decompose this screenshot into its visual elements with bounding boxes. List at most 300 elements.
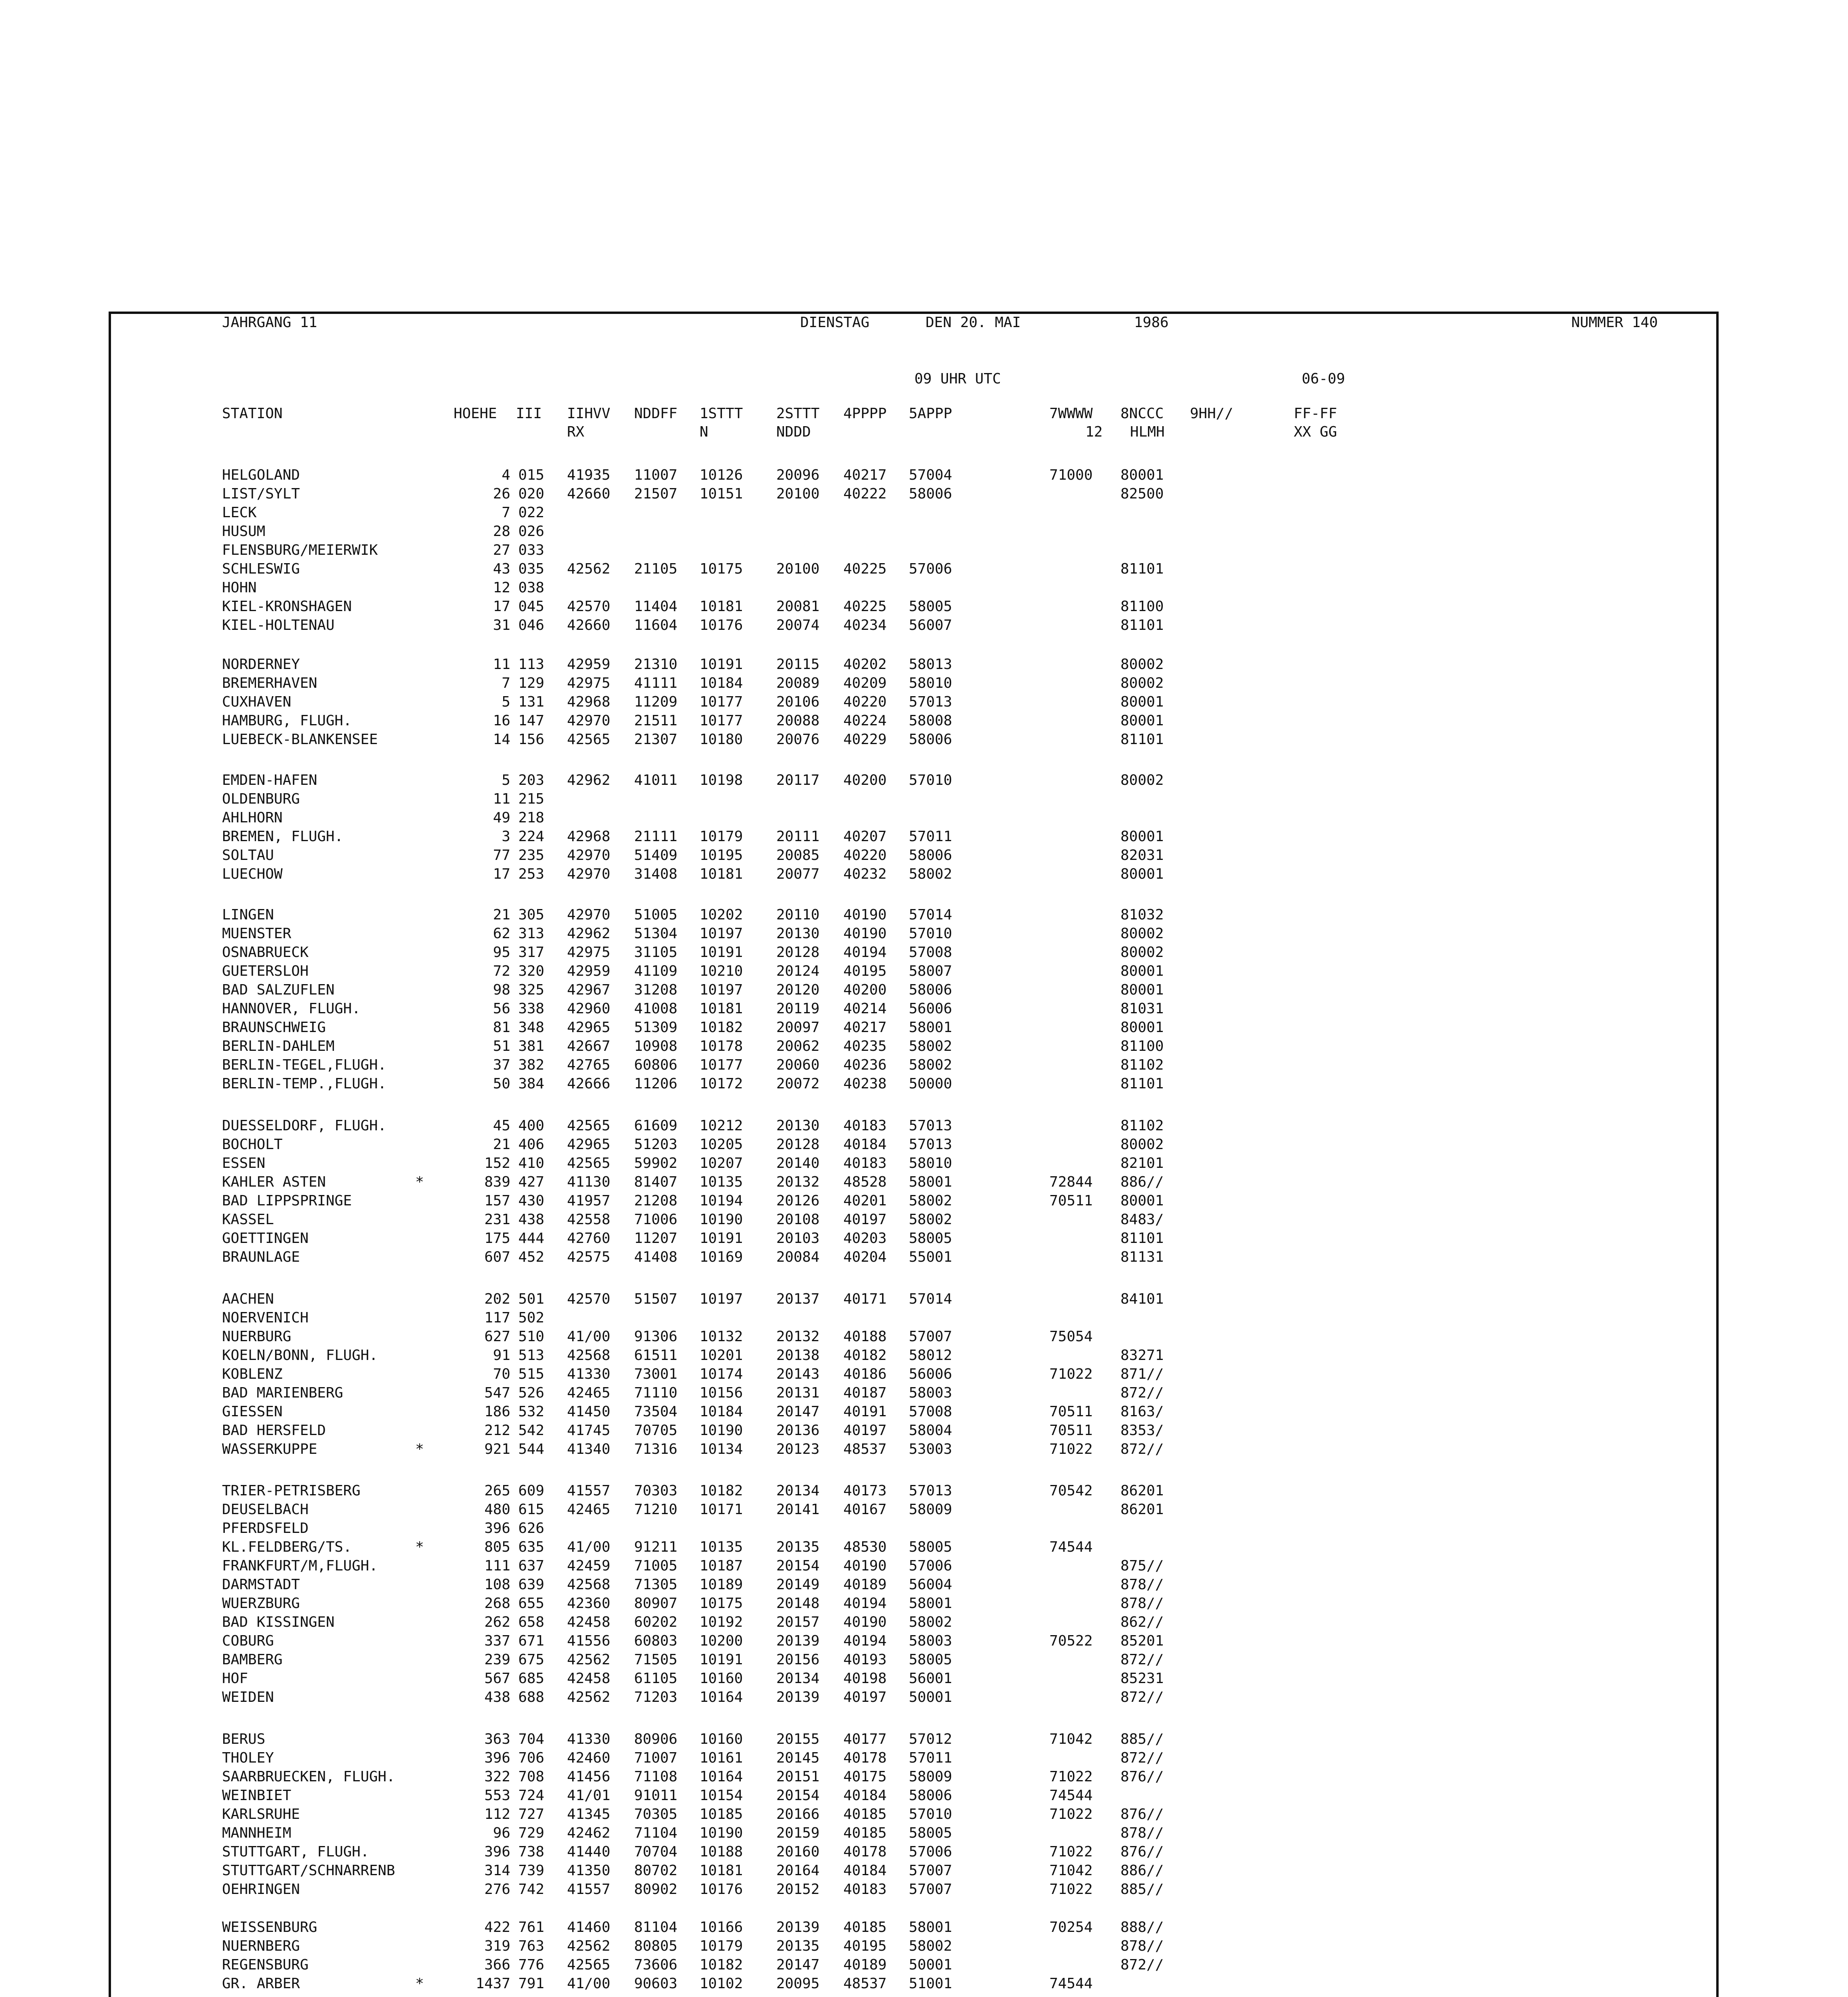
cell-s1: 10188 — [700, 1844, 743, 1860]
cell-s1: 10171 — [700, 1501, 743, 1518]
cell-iihvv: 42565 — [567, 731, 611, 748]
cell-iihvv: 41340 — [567, 1441, 611, 1457]
cell-iii: 046 — [518, 617, 545, 633]
cell-s4: 40214 — [843, 1000, 887, 1017]
table-row — [0, 1730, 1848, 1749]
cell-iii: 215 — [518, 791, 545, 807]
cell-s8: 85231 — [1120, 1670, 1164, 1687]
table-row — [0, 1018, 1848, 1037]
cell-iii: 113 — [518, 656, 545, 673]
cell-station: BAD LIPPSPRINGE — [222, 1193, 352, 1209]
cell-nddff: 51005 — [634, 907, 678, 923]
cell-s8: 8163/ — [1120, 1403, 1164, 1420]
cell-s4: 40190 — [843, 925, 887, 942]
cell-s2: 20135 — [776, 1938, 820, 1954]
cell-iihvv: 42562 — [567, 1938, 611, 1954]
station-group — [0, 466, 1848, 635]
table-row — [0, 1613, 1848, 1632]
cell-nddff: 11207 — [634, 1230, 678, 1247]
station-group — [0, 1730, 1848, 1899]
cell-s8: 81101 — [1120, 1076, 1164, 1092]
cell-s1: 10181 — [700, 1862, 743, 1879]
cell-s8: 878// — [1120, 1576, 1164, 1593]
cell-s8: 872// — [1120, 1689, 1164, 1705]
cell-nddff: 41111 — [634, 675, 678, 691]
cell-hoehe: 212 — [484, 1422, 510, 1439]
cell-nddff: 71108 — [634, 1769, 678, 1785]
cell-iii: 532 — [518, 1403, 545, 1420]
cell-s5: 58003 — [909, 1633, 952, 1649]
col-4pppp: 4PPPP — [843, 405, 887, 422]
cell-nddff: 80906 — [634, 1731, 678, 1747]
cell-station: KOELN/BONN, FLUGH. — [222, 1347, 378, 1364]
cell-station: WUERZBURG — [222, 1595, 300, 1612]
cell-nddff: 51409 — [634, 847, 678, 864]
cell-nddff: 21208 — [634, 1193, 678, 1209]
col-iihvv: IIHVV — [567, 405, 611, 422]
col-8nccc: 8NCCC — [1120, 405, 1164, 422]
cell-s4: 40184 — [843, 1787, 887, 1804]
cell-station: NUERBURG — [222, 1328, 291, 1345]
cell-nddff: 60806 — [634, 1057, 678, 1073]
cell-s5: 56006 — [909, 1366, 952, 1382]
cell-station: HUSUM — [222, 523, 266, 540]
cell-station: DARMSTADT — [222, 1576, 300, 1593]
cell-station: BREMEN, FLUGH. — [222, 828, 343, 845]
table-row — [0, 522, 1848, 541]
cell-s2: 20110 — [776, 907, 820, 923]
cell-s4: 48530 — [843, 1539, 887, 1555]
table-row — [0, 1650, 1848, 1669]
cell-hoehe: 157 — [484, 1193, 510, 1209]
cell-s8: 83271 — [1120, 1347, 1164, 1364]
cell-hoehe: 366 — [484, 1957, 510, 1973]
col-2sttt-sub: NDDD — [776, 424, 811, 440]
cell-s2: 20136 — [776, 1422, 820, 1439]
cell-iii: 515 — [518, 1366, 545, 1382]
cell-s4: 40201 — [843, 1193, 887, 1209]
cell-s4: 40220 — [843, 694, 887, 710]
cell-s2: 20120 — [776, 982, 820, 998]
cell-s2: 20124 — [776, 963, 820, 979]
cell-station: KASSEL — [222, 1211, 274, 1228]
table-row — [0, 905, 1848, 924]
cell-nddff: 73001 — [634, 1366, 678, 1382]
cell-s1: 10174 — [700, 1366, 743, 1382]
cell-s5: 58002 — [909, 1211, 952, 1228]
cell-s7: 71022 — [1049, 1881, 1093, 1898]
cell-nddff: 70704 — [634, 1844, 678, 1860]
cell-station: BAD SALZUFLEN — [222, 982, 335, 998]
cell-s4: 40229 — [843, 731, 887, 748]
cell-iihvv: 42975 — [567, 675, 611, 691]
cell-s5: 50001 — [909, 1957, 952, 1973]
cell-s7: 70254 — [1049, 1919, 1093, 1935]
cell-s4: 40217 — [843, 467, 887, 483]
cell-s5: 51001 — [909, 1975, 952, 1992]
cell-s8: 81102 — [1120, 1118, 1164, 1134]
cell-iihvv: 41460 — [567, 1919, 611, 1935]
cell-iihvv: 42660 — [567, 617, 611, 633]
cell-s8: 81101 — [1120, 1230, 1164, 1247]
cell-station: LIST/SYLT — [222, 486, 300, 502]
cell-s2: 20128 — [776, 944, 820, 961]
cell-iihvv: 42666 — [567, 1076, 611, 1092]
cell-iii: 305 — [518, 907, 545, 923]
table-row — [0, 1481, 1848, 1500]
cell-nddff: 61105 — [634, 1670, 678, 1687]
cell-s1: 10178 — [700, 1038, 743, 1054]
cell-iihvv: 42959 — [567, 963, 611, 979]
cell-s4: 40207 — [843, 828, 887, 845]
cell-s5: 56004 — [909, 1576, 952, 1593]
cell-iii: 038 — [518, 580, 545, 596]
cell-s7: 74544 — [1049, 1975, 1093, 1992]
cell-iii: 320 — [518, 963, 545, 979]
cell-s1: 10164 — [700, 1769, 743, 1785]
cell-s5: 58006 — [909, 486, 952, 502]
cell-iihvv: 41130 — [567, 1174, 611, 1190]
table-row — [0, 1154, 1848, 1173]
cell-s2: 20085 — [776, 847, 820, 864]
cell-s4: 40194 — [843, 944, 887, 961]
cell-nddff: 71104 — [634, 1825, 678, 1841]
table-row — [0, 1842, 1848, 1861]
time-label: 09 UHR UTC — [914, 371, 1001, 387]
cell-iihvv: 42570 — [567, 598, 611, 615]
cell-s2: 20152 — [776, 1881, 820, 1898]
cell-s2: 20077 — [776, 866, 820, 882]
cell-iii: 131 — [518, 694, 545, 710]
cell-s4: 40184 — [843, 1862, 887, 1879]
cell-iihvv: 42975 — [567, 944, 611, 961]
cell-hoehe: 62 — [493, 925, 510, 942]
jahrgang-label: JAHRGANG 11 — [222, 314, 317, 331]
cell-s1: 10179 — [700, 1938, 743, 1954]
cell-iii: 658 — [518, 1614, 545, 1630]
cell-s2: 20159 — [776, 1825, 820, 1841]
cell-s1: 10190 — [700, 1422, 743, 1439]
cell-s4: 40236 — [843, 1057, 887, 1073]
date-label: DEN 20. MAI — [926, 314, 1021, 331]
cell-s5: 58005 — [909, 1652, 952, 1668]
cell-nddff: 60202 — [634, 1614, 678, 1630]
cell-iihvv: 42562 — [567, 1689, 611, 1705]
cell-iii: 348 — [518, 1019, 545, 1036]
cell-hoehe: 16 — [493, 713, 510, 729]
cell-hoehe: 17 — [493, 598, 510, 615]
cell-s8: 8353/ — [1120, 1422, 1164, 1439]
cell-s2: 20130 — [776, 925, 820, 942]
cell-s8: 872// — [1120, 1441, 1164, 1457]
cell-s2: 20111 — [776, 828, 820, 845]
cell-nddff: 21310 — [634, 656, 678, 673]
cell-s8: 862// — [1120, 1614, 1164, 1630]
cell-s5: 58006 — [909, 982, 952, 998]
cell-station: DUESSELDORF, FLUGH. — [222, 1118, 387, 1134]
cell-hoehe: 5 — [502, 772, 510, 788]
cell-s2: 20097 — [776, 1019, 820, 1036]
cell-s5: 58002 — [909, 1057, 952, 1073]
cell-s4: 40185 — [843, 1919, 887, 1935]
cell-iii: 671 — [518, 1633, 545, 1649]
cell-s4: 40200 — [843, 772, 887, 788]
cell-hoehe: 28 — [493, 523, 510, 540]
cell-s1: 10205 — [700, 1136, 743, 1153]
cell-iii: 203 — [518, 772, 545, 788]
cell-hoehe: 91 — [493, 1347, 510, 1364]
cell-hoehe: 77 — [493, 847, 510, 864]
cell-nddff: 73504 — [634, 1403, 678, 1420]
cell-s8: 80001 — [1120, 713, 1164, 729]
cell-hoehe: 21 — [493, 1136, 510, 1153]
cell-s4: 40232 — [843, 866, 887, 882]
cell-station: AHLHORN — [222, 810, 283, 826]
cell-station: HOF — [222, 1670, 248, 1687]
cell-s5: 58005 — [909, 1539, 952, 1555]
cell-s4: 40209 — [843, 675, 887, 691]
cell-s4: 40225 — [843, 561, 887, 577]
cell-iii: 655 — [518, 1595, 545, 1612]
cell-station: HELGOLAND — [222, 467, 300, 483]
cell-hoehe: 43 — [493, 561, 510, 577]
table-row — [0, 730, 1848, 749]
cell-s1: 10151 — [700, 486, 743, 502]
col-1sttt-sub: N — [700, 424, 708, 440]
cell-hoehe: 72 — [493, 963, 510, 979]
table-row — [0, 503, 1848, 522]
cell-nddff: 73606 — [634, 1957, 678, 1973]
cell-s8: 872// — [1120, 1652, 1164, 1668]
cell-iii: 637 — [518, 1558, 545, 1574]
cell-hoehe: 49 — [493, 810, 510, 826]
cell-station: BERLIN-TEMP.,FLUGH. — [222, 1076, 387, 1092]
cell-s1: 10176 — [700, 1881, 743, 1898]
cell-s5: 58010 — [909, 675, 952, 691]
cell-iii: 224 — [518, 828, 545, 845]
cell-iihvv: 41330 — [567, 1731, 611, 1747]
cell-s7: 71022 — [1049, 1806, 1093, 1822]
cell-hoehe: 276 — [484, 1881, 510, 1898]
cell-hoehe: 607 — [484, 1249, 510, 1265]
cell-s8: 876// — [1120, 1769, 1164, 1785]
cell-iihvv: 42660 — [567, 486, 611, 502]
cell-s1: 10184 — [700, 675, 743, 691]
cell-s2: 20095 — [776, 1975, 820, 1992]
cell-hoehe: 81 — [493, 1019, 510, 1036]
cell-station: THOLEY — [222, 1750, 274, 1766]
cell-station: KAHLER ASTEN — [222, 1174, 326, 1190]
cell-s5: 58012 — [909, 1347, 952, 1364]
cell-nddff: 71316 — [634, 1441, 678, 1457]
cell-hoehe: 17 — [493, 866, 510, 882]
cell-station: ESSEN — [222, 1155, 266, 1171]
cell-iii: 033 — [518, 542, 545, 558]
cell-iii: 738 — [518, 1844, 545, 1860]
cell-hoehe: 112 — [484, 1806, 510, 1822]
cell-iii: 400 — [518, 1118, 545, 1134]
cell-s2: 20100 — [776, 486, 820, 502]
cell-s2: 20115 — [776, 656, 820, 673]
cell-nddff: 91211 — [634, 1539, 678, 1555]
table-row — [0, 1365, 1848, 1384]
cell-nddff: 10908 — [634, 1038, 678, 1054]
cell-s4: 40178 — [843, 1844, 887, 1860]
cell-s5: 57013 — [909, 694, 952, 710]
cell-s2: 20147 — [776, 1957, 820, 1973]
cell-iii: 015 — [518, 467, 545, 483]
cell-s5: 57006 — [909, 1844, 952, 1860]
table-row — [0, 578, 1848, 597]
cell-iii: 430 — [518, 1193, 545, 1209]
cell-hoehe: 480 — [484, 1501, 510, 1518]
cell-s5: 58013 — [909, 656, 952, 673]
cell-hoehe: 322 — [484, 1769, 510, 1785]
col-5appp: 5APPP — [909, 405, 952, 422]
cell-s1: 10197 — [700, 925, 743, 942]
cell-s4: 40190 — [843, 907, 887, 923]
cell-s7: 74544 — [1049, 1787, 1093, 1804]
cell-s5: 58009 — [909, 1769, 952, 1785]
cell-s1: 10197 — [700, 1291, 743, 1307]
cell-s1: 10132 — [700, 1328, 743, 1345]
cell-iihvv: 41556 — [567, 1633, 611, 1649]
cell-station: AACHEN — [222, 1291, 274, 1307]
table-row — [0, 1421, 1848, 1440]
cell-s8: 872// — [1120, 1750, 1164, 1766]
cell-s8: 82031 — [1120, 847, 1164, 864]
cell-iihvv: 42962 — [567, 925, 611, 942]
cell-hoehe: 51 — [493, 1038, 510, 1054]
table-row — [0, 1248, 1848, 1266]
cell-station: BAD MARIENBERG — [222, 1385, 343, 1401]
cell-hoehe: 14 — [493, 731, 510, 748]
cell-hoehe: 7 — [502, 675, 510, 691]
col-2sttt: 2STTT — [776, 405, 820, 422]
cell-s1: 10201 — [700, 1347, 743, 1364]
station-group — [0, 1481, 1848, 1707]
table-row — [0, 1135, 1848, 1154]
cell-hoehe: 152 — [484, 1155, 510, 1171]
cell-s4: 40178 — [843, 1750, 887, 1766]
cell-s1: 10190 — [700, 1211, 743, 1228]
cell-s5: 57006 — [909, 561, 952, 577]
cell-station: STUTTGART/SCHNARRENB — [222, 1862, 395, 1879]
cell-hoehe: 3 — [502, 828, 510, 845]
table-row — [0, 981, 1848, 999]
cell-s2: 20074 — [776, 617, 820, 633]
cell-s4: 40190 — [843, 1614, 887, 1630]
cell-station: EMDEN-HAFEN — [222, 772, 317, 788]
cell-s1: 10185 — [700, 1806, 743, 1822]
cell-station: NORDERNEY — [222, 656, 300, 673]
cell-iii: 501 — [518, 1291, 545, 1307]
table-row — [0, 1955, 1848, 1974]
table-row — [0, 1308, 1848, 1327]
cell-hoehe: 422 — [484, 1919, 510, 1935]
cell-s1: 10184 — [700, 1403, 743, 1420]
table-row — [0, 1575, 1848, 1594]
cell-s8: 86201 — [1120, 1501, 1164, 1518]
cell-hoehe: 96 — [493, 1825, 510, 1841]
cell-s2: 20131 — [776, 1385, 820, 1401]
cell-iii: 382 — [518, 1057, 545, 1073]
cell-station: GOETTINGEN — [222, 1230, 309, 1247]
cell-iihvv: 41345 — [567, 1806, 611, 1822]
table-row — [0, 1556, 1848, 1575]
cell-iihvv: 42970 — [567, 847, 611, 864]
cell-s2: 20134 — [776, 1670, 820, 1687]
cell-s1: 10102 — [700, 1975, 743, 1992]
cell-hoehe: 239 — [484, 1652, 510, 1668]
table-row — [0, 1500, 1848, 1519]
cell-s2: 20072 — [776, 1076, 820, 1092]
table-row — [0, 1974, 1848, 1993]
cell-iihvv: 42565 — [567, 1155, 611, 1171]
cell-station: HOHN — [222, 580, 257, 596]
station-group — [0, 655, 1848, 749]
cell-s1: 10191 — [700, 1652, 743, 1668]
cell-s5: 58002 — [909, 1193, 952, 1209]
cell-station: KOBLENZ — [222, 1366, 283, 1382]
cell-iii: 338 — [518, 1000, 545, 1017]
cell-iii: 685 — [518, 1670, 545, 1687]
cell-nddff: 71210 — [634, 1501, 678, 1518]
cell-iihvv: 42570 — [567, 1291, 611, 1307]
cell-s2: 20140 — [776, 1155, 820, 1171]
station-group — [0, 1116, 1848, 1266]
cell-nddff: 70305 — [634, 1806, 678, 1822]
cell-s8: 80002 — [1120, 944, 1164, 961]
cell-nddff: 71007 — [634, 1750, 678, 1766]
cell-s4: 40200 — [843, 982, 887, 998]
cell-s5: 57004 — [909, 467, 952, 483]
table-row — [0, 1327, 1848, 1346]
cell-nddff: 11404 — [634, 598, 678, 615]
cell-hoehe: 337 — [484, 1633, 510, 1649]
cell-iihvv: 42460 — [567, 1750, 611, 1766]
cell-station: SAARBRUECKEN, FLUGH. — [222, 1769, 395, 1785]
cell-nddff: 81407 — [634, 1174, 678, 1190]
cell-s5: 58010 — [909, 1155, 952, 1171]
cell-nddff: 21307 — [634, 731, 678, 748]
cell-s5: 57007 — [909, 1862, 952, 1879]
cell-s2: 20060 — [776, 1057, 820, 1073]
cell-nddff: 71505 — [634, 1652, 678, 1668]
issue-number: NUMMER 140 — [1571, 314, 1658, 331]
cell-hoehe: 438 — [484, 1689, 510, 1705]
cell-s2: 20088 — [776, 713, 820, 729]
cell-iihvv: 42465 — [567, 1501, 611, 1518]
weekday-label: DIENSTAG — [800, 314, 870, 331]
cell-station: WEINBIET — [222, 1787, 291, 1804]
cell-iii: 635 — [518, 1539, 545, 1555]
cell-station: OLDENBURG — [222, 791, 300, 807]
table-row — [0, 962, 1848, 981]
cell-hoehe: 186 — [484, 1403, 510, 1420]
cell-s4: 40185 — [843, 1825, 887, 1841]
cell-s5: 58006 — [909, 847, 952, 864]
cell-s2: 20130 — [776, 1118, 820, 1134]
cell-s8: 81101 — [1120, 617, 1164, 633]
table-row — [0, 1749, 1848, 1767]
cell-s7: 75054 — [1049, 1328, 1093, 1345]
cell-s4: 40171 — [843, 1291, 887, 1307]
cell-s8: 82101 — [1120, 1155, 1164, 1171]
cell-s5: 57012 — [909, 1731, 952, 1747]
cell-s7: 70511 — [1049, 1193, 1093, 1209]
cell-s2: 20166 — [776, 1806, 820, 1822]
